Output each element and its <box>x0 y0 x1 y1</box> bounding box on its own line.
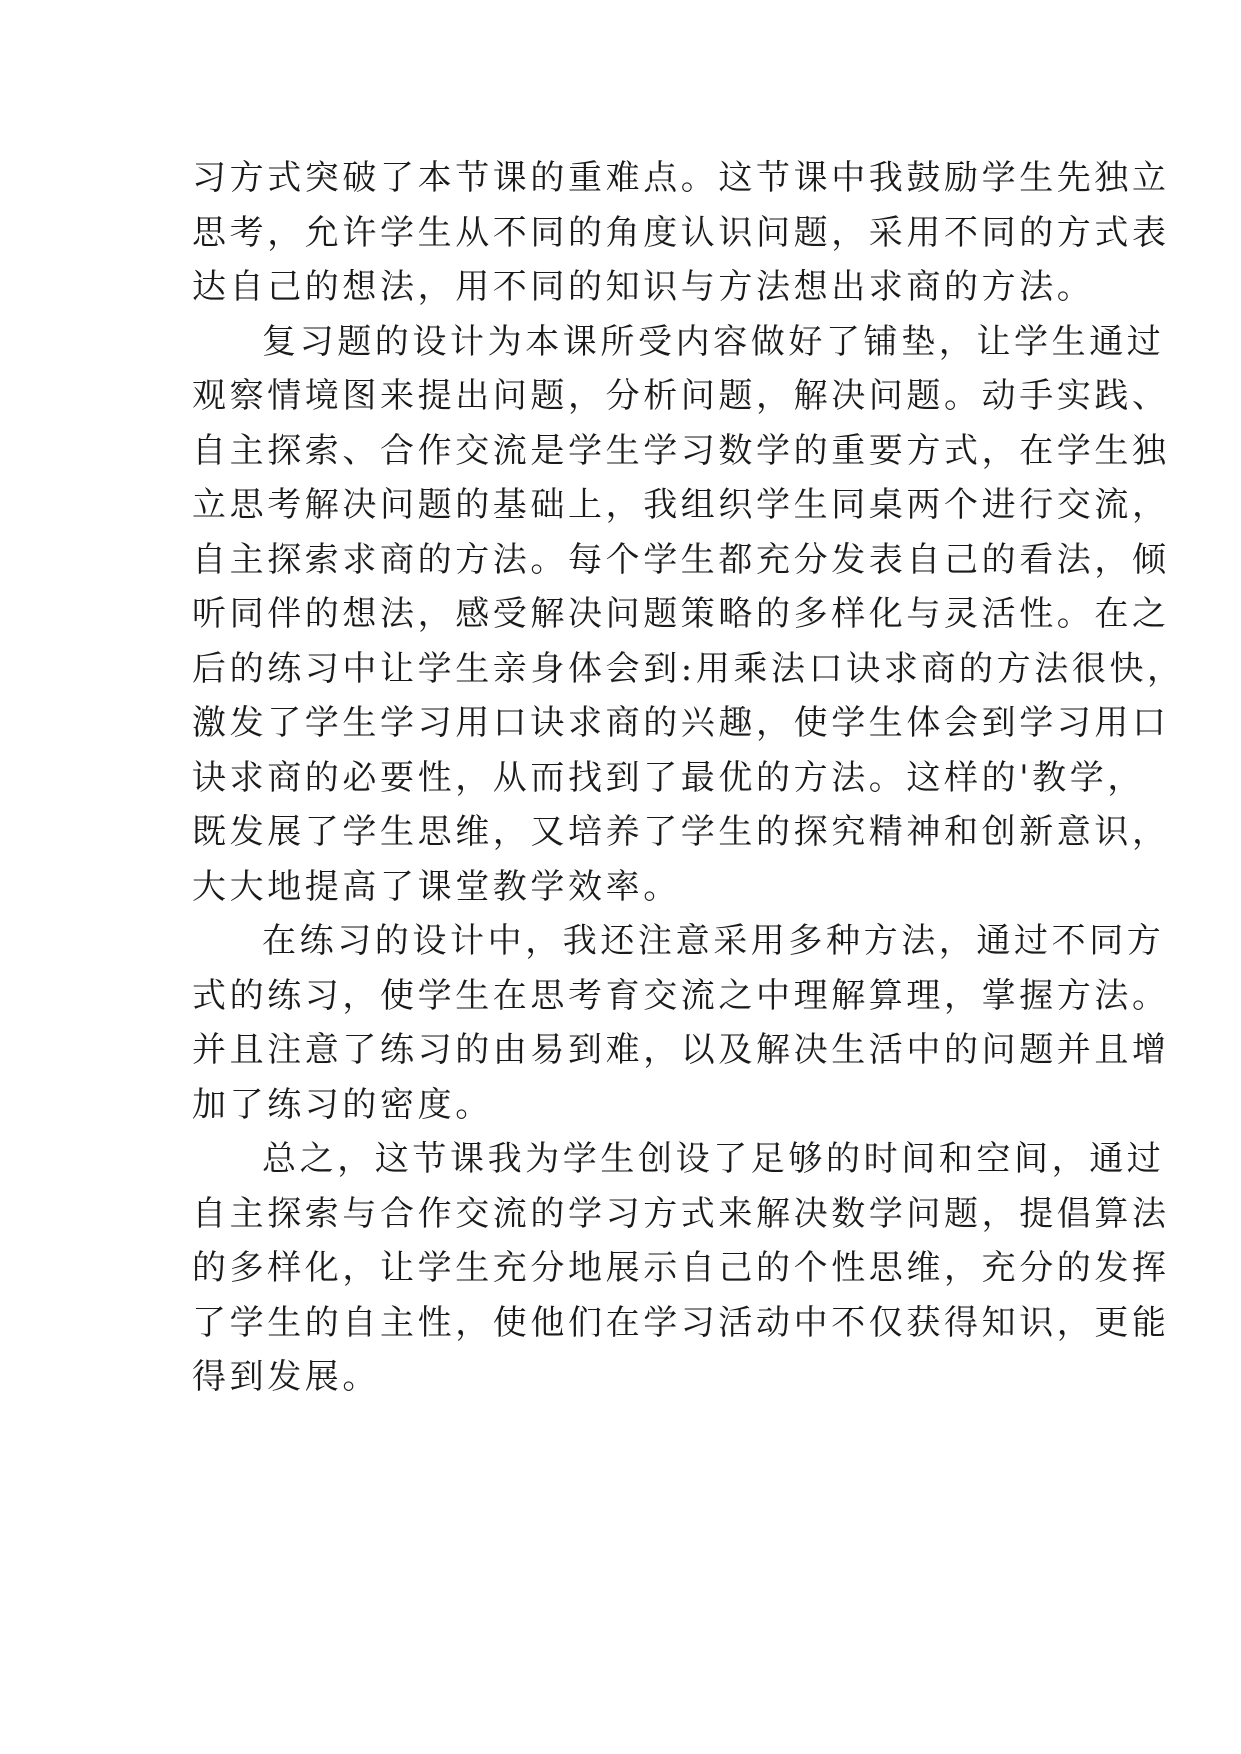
text-line: 式的练习，使学生在思考育交流之中理解算理，掌握方法。 <box>192 975 1170 1016</box>
text-line: 加了练习的密度。 <box>192 1084 493 1125</box>
text-line: 的多样化，让学生充分地展示自己的个性思维，充分的发挥 <box>192 1248 1170 1288</box>
text-line: 习方式突破了本节课的重难点。这节课中我鼓励学生先独立 <box>192 158 1170 198</box>
text-line: 总之，这节课我为学生创设了足够的时间和空间，通过 <box>262 1139 1165 1179</box>
text-line: 自主探索求商的方法。每个学生都充分发表自己的看法，倾 <box>192 539 1170 580</box>
paragraph-3 <box>192 914 1170 1132</box>
text-line: 达自己的想法，用不同的知识与方法想出求商的方法。 <box>192 267 1095 307</box>
text-line: 了学生的自主性，使他们在学习活动中不仅获得知识，更能 <box>192 1302 1170 1343</box>
text-line: 激发了学生学习用口诀求商的兴趣，使学生体会到学习用口 <box>192 703 1170 743</box>
text-line: 自主探索与合作交流的学习方式来解决数学问题，提倡算法 <box>192 1193 1170 1234</box>
text-line: 听同伴的想法，感受解决问题策略的多样化与灵活性。在之 <box>192 594 1170 634</box>
text-line: 观察情境图来提出问题，分析问题，解决问题。动手实践、 <box>192 376 1170 416</box>
text-line: 自主探索、合作交流是学生学习数学的重要方式，在学生独 <box>192 430 1170 471</box>
document-body <box>192 151 1185 1405</box>
text-line: 在练习的设计中，我还注意采用多种方法，通过不同方 <box>262 921 1165 961</box>
text-line: 思考，允许学生从不同的角度认识问题，采用不同的方式表 <box>192 212 1170 253</box>
text-line: 复习题的设计为本课所受内容做好了铺垫，让学生通过 <box>262 321 1165 362</box>
text-line: 后的练习中让学生亲身体会到:用乘法口诀求商的方法很快， <box>192 648 1185 689</box>
paragraph-1 <box>192 151 1170 315</box>
text-line: 立思考解决问题的基础上，我组织学生同桌两个进行交流， <box>192 485 1170 525</box>
text-line: 大大地提高了课堂教学效率。 <box>192 866 681 907</box>
text-line: 得到发展。 <box>192 1357 380 1397</box>
text-line: 既发展了学生思维，又培养了学生的探究精神和创新意识， <box>192 812 1170 852</box>
paragraph-4 <box>192 1132 1170 1405</box>
text-line: 并且注意了练习的由易到难，以及解决生活中的问题并且增 <box>192 1030 1170 1070</box>
paragraph-2 <box>192 315 1185 915</box>
text-line: 诀求商的必要性，从而找到了最优的方法。这样的'教学， <box>192 757 1145 798</box>
